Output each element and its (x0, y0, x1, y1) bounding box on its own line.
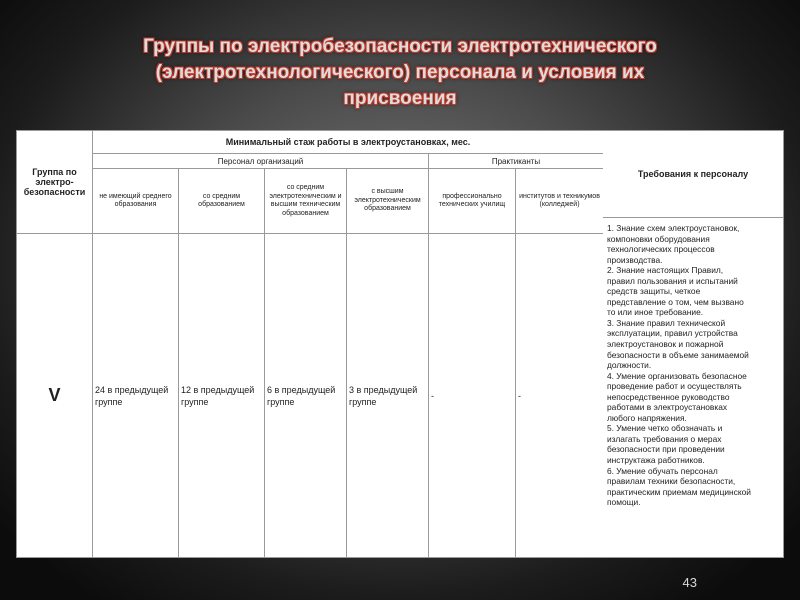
requirement-line: правилам техники безопасности, (607, 476, 736, 487)
requirement-line: любого напряжения. (607, 412, 687, 423)
requirement-line: помощи. (607, 497, 641, 508)
page-number: 43 (682, 575, 697, 590)
requirement-line: технологических процессов (607, 244, 715, 255)
requirements-header: Требования к персоналу (603, 131, 783, 218)
qualification-table (16, 130, 604, 558)
requirement-line: 5. Умение четко обозначать и (607, 423, 723, 434)
value-no-secondary: 24 в предыдущей группе (93, 234, 179, 558)
group-value: V (17, 234, 93, 558)
value-vocational-schools: - (429, 234, 516, 558)
col-header-institutes: институтов и техникумов (колледжей) (516, 169, 604, 234)
title-line-3: присвоения (343, 88, 457, 109)
requirement-line: работами в электроустановках (607, 402, 728, 413)
requirement-line: излагать требования о мерах (607, 433, 722, 444)
requirements-column (603, 130, 784, 558)
table-row (17, 234, 604, 558)
requirement-line: инструктажа работников. (607, 455, 705, 466)
value-institutes: - (516, 234, 604, 558)
trainee-header: Практиканты (429, 154, 604, 169)
value-secondary-electrotech: 6 в предыдущей группе (265, 234, 347, 558)
col-header-vocational-schools: профессионально технических училищ (429, 169, 516, 234)
min-experience-header: Минимальный стаж работы в электроустановках, мес. (93, 131, 604, 154)
requirement-line: практическим приемам медицинской (607, 486, 751, 497)
requirement-line: 2. Знание настоящих Правил, (607, 265, 724, 276)
requirement-line: то или иное требование. (607, 307, 704, 318)
requirement-line: 4. Умение организовать безопасное (607, 370, 747, 381)
col-header-secondary: со средним образованием (179, 169, 265, 234)
requirement-line: средств защиты, четкое (607, 286, 701, 297)
requirement-line: 6. Умение обучать персонал (607, 465, 718, 476)
title-line-1: Группы по электробезопасности электротехнического (143, 36, 657, 57)
requirement-line: безопасности при проведении (607, 444, 725, 455)
requirement-line: 1. Знание схем электроустановок, (607, 223, 740, 233)
requirement-line: 3. Знание правил технической (607, 317, 726, 328)
requirement-line: правил пользования и испытаний (607, 275, 738, 286)
requirement-line: проведение работ и осуществлять (607, 381, 742, 392)
staff-header: Персонал организаций (93, 154, 429, 169)
requirement-line: электроустановок и пожарной (607, 339, 724, 350)
col-header-secondary-electrotech: со средним электротехническим и высшим техническим образованием (265, 169, 347, 234)
group-header: Группа по электро-безопасности (17, 131, 93, 234)
col-header-no-secondary: не имеющий среднего образования (93, 169, 179, 234)
requirement-line: представление о том, чем вызвано (607, 296, 744, 307)
value-secondary: 12 в предыдущей группе (179, 234, 265, 558)
requirement-line: непосредственное руководство (607, 391, 730, 402)
value-higher-electrotech: 3 в предыдущей группе (347, 234, 429, 558)
requirements-text (603, 218, 783, 508)
title-line-2: (электротехнологического) персонала и условия их (155, 62, 645, 83)
requirement-line: должности. (607, 360, 652, 371)
requirement-line: компоновки оборудования (607, 233, 710, 244)
col-header-higher-electrotech: с высшим электротехническим образованием (347, 169, 429, 234)
requirement-line: эксплуатации, правил устройства (607, 328, 738, 339)
requirement-line: производства. (607, 254, 663, 265)
slide-title (40, 34, 760, 112)
requirement-line: безопасности в объеме занимаемой (607, 349, 749, 360)
